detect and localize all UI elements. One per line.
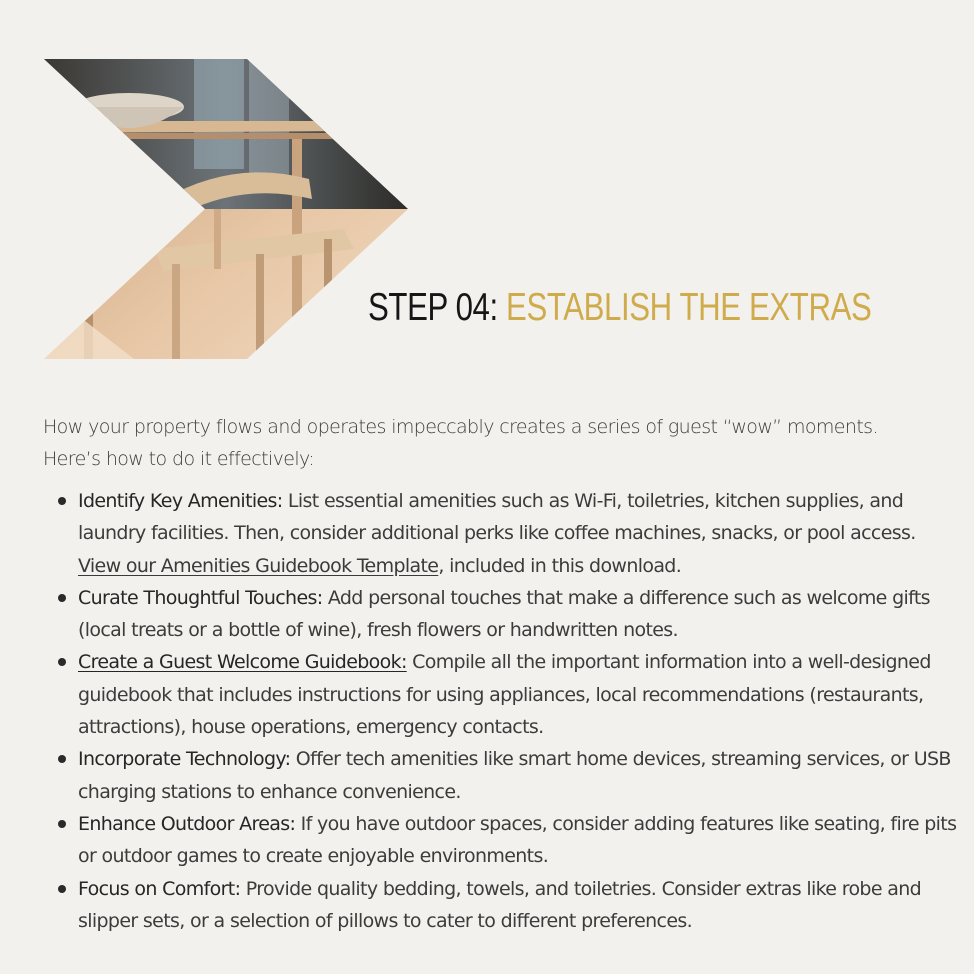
item-text: If you have outdoor spaces, consider adding features like seating, fire pits or outdoor games to create enjoyable environments. [78, 812, 957, 868]
amenities-guidebook-link[interactable]: View our Amenities Guidebook Template [78, 554, 439, 577]
item-label: Incorporate Technology: [78, 748, 291, 771]
item-text: Offer tech amenities like smart home devices, streaming services, or USB charging stations to enhance convenience. [78, 748, 951, 803]
intro-paragraph: How your property flows and operates impeccably creates a series of guest “wow” moments. Here’s how to do it effectively: [43, 416, 878, 470]
list-item-welcome-guidebook [43, 646, 963, 743]
item-text: Provide quality bedding, towels, and toiletries. Consider extras like robe and slipper sets, or a selection of pillows to cater to different preferences. [78, 877, 922, 932]
step-number: STEP 04: [368, 286, 498, 329]
bullet-icon [58, 658, 66, 666]
item-text: Compile all the important information into a well-designed guidebook that includes instructions for using appliances, local recommendations (restaurants, attractions), house operations, emergency contacts. [78, 651, 931, 739]
chevron-dining-photo [44, 59, 408, 359]
item-text: Add personal touches that make a difference such as welcome gifts (local treats or a bottle of wine), fresh flowers or handwritten notes. [78, 586, 930, 642]
item-text-after: , included in this download. [438, 554, 682, 577]
welcome-guidebook-link[interactable]: Create a Guest Welcome Guidebook: [78, 651, 407, 674]
tips-list [43, 485, 963, 937]
bullet-icon [58, 594, 66, 602]
list-item-outdoor-areas [43, 808, 963, 873]
bullet-icon [58, 885, 66, 893]
item-label: Focus on Comfort: [78, 877, 241, 900]
bullet-icon [58, 497, 66, 505]
item-label: Curate Thoughtful Touches: [78, 586, 323, 609]
list-item-comfort [43, 873, 963, 938]
item-label: Enhance Outdoor Areas: [78, 812, 296, 835]
item-label: Identify Key Amenities: [78, 490, 283, 512]
section-heading [368, 288, 871, 327]
list-item-curate-touches [43, 582, 963, 647]
list-item-technology [43, 743, 963, 808]
bullet-icon [58, 755, 66, 763]
bullet-icon [58, 820, 66, 828]
section-title: ESTABLISH THE EXTRAS [506, 286, 872, 329]
list-item-identify-amenities [43, 485, 963, 582]
item-text: List essential amenities such as Wi-Fi, toiletries, kitchen supplies, and laundry facilities. Then, consider additional perks like coffee machines, snacks, or pool access. [78, 490, 916, 545]
